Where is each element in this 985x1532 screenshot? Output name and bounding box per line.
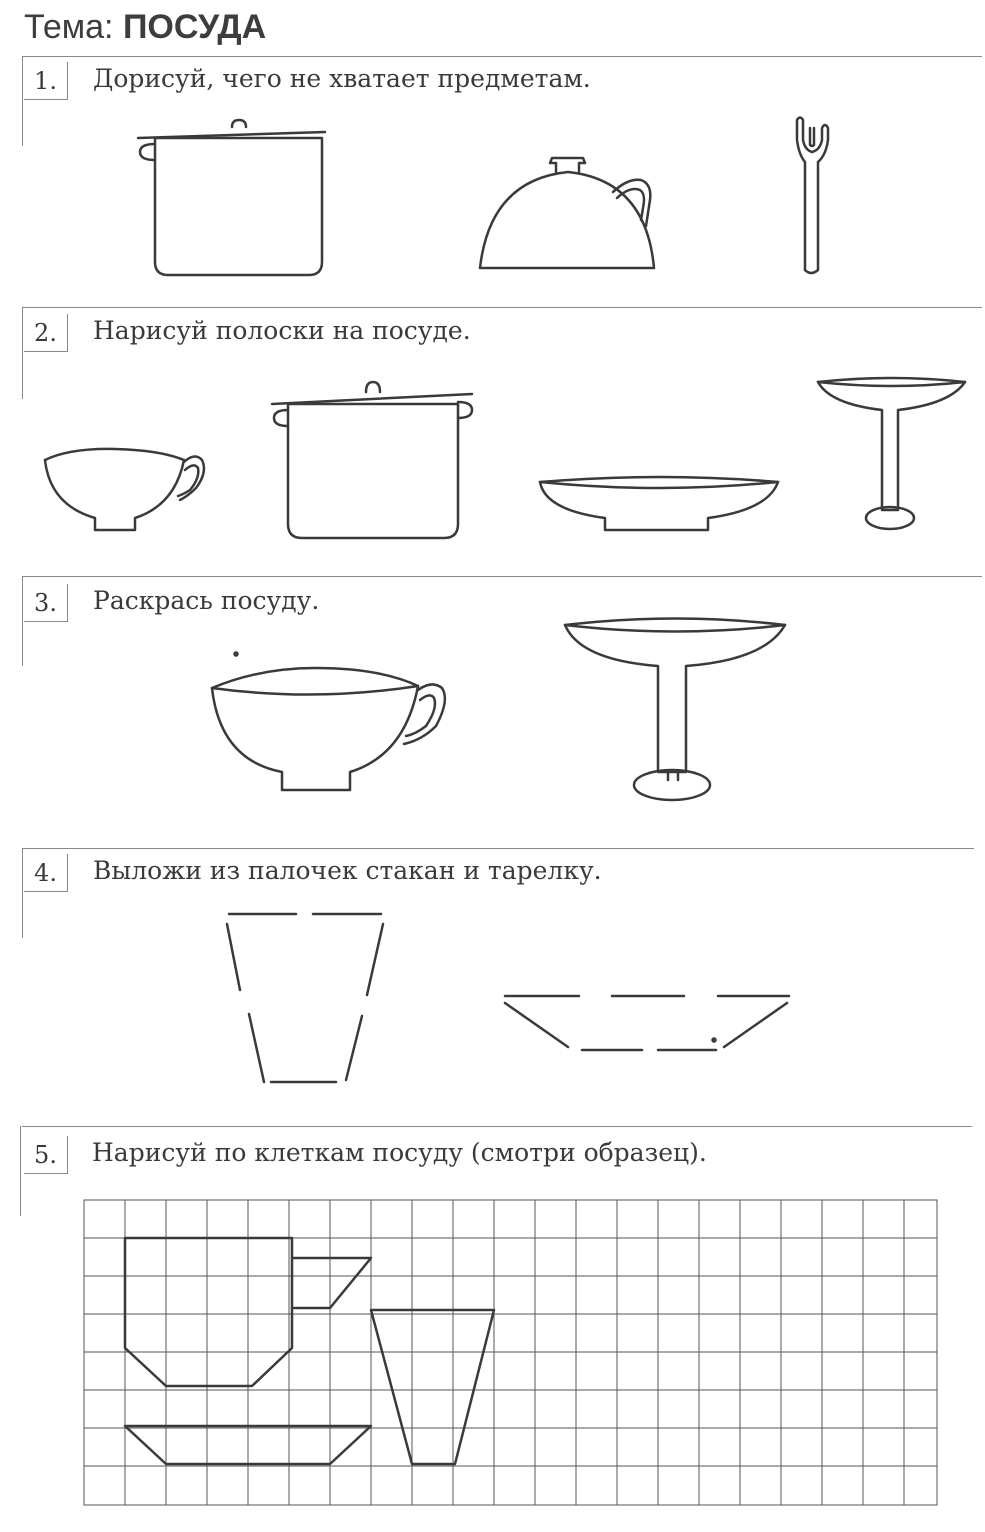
cup-coloring-drawing — [212, 653, 445, 791]
title-topic: ПОСУДА — [122, 8, 267, 46]
task-number-2: 2. — [24, 314, 68, 352]
task-text-1: Дорисуй, чего не хватает предметам. — [93, 64, 591, 93]
fork-missing-tine-drawing — [797, 118, 828, 274]
kettle-missing-spout-drawing — [480, 158, 654, 268]
fruit-stand-drawing — [818, 378, 965, 529]
title-label: Тема: — [24, 8, 114, 46]
drawing-grid — [84, 1200, 937, 1505]
task-text-3: Раскрась посуду. — [93, 586, 320, 615]
task-number-4: 4. — [24, 854, 68, 892]
task-number-5: 5. — [24, 1136, 68, 1174]
plate-drawing — [540, 477, 778, 530]
sample-glass-on-grid — [371, 1310, 494, 1464]
task-text-2: Нарисуй полоски на посуде. — [93, 316, 471, 345]
fruit-stand-coloring-drawing — [565, 619, 785, 801]
task-number-3: 3. — [24, 584, 68, 622]
cup-drawing — [45, 449, 204, 530]
pot-drawing — [272, 382, 472, 538]
pot-missing-handle-drawing — [138, 120, 325, 275]
glass-sticks-drawing — [227, 914, 383, 1082]
task-text-5: Нарисуй по клеткам посуду (смотри образец). — [92, 1138, 707, 1167]
task-number-1: 1. — [24, 62, 68, 100]
plate-sticks-drawing — [505, 996, 789, 1050]
task-text-4: Выложи из палочек стакан и тарелку. — [93, 856, 602, 885]
